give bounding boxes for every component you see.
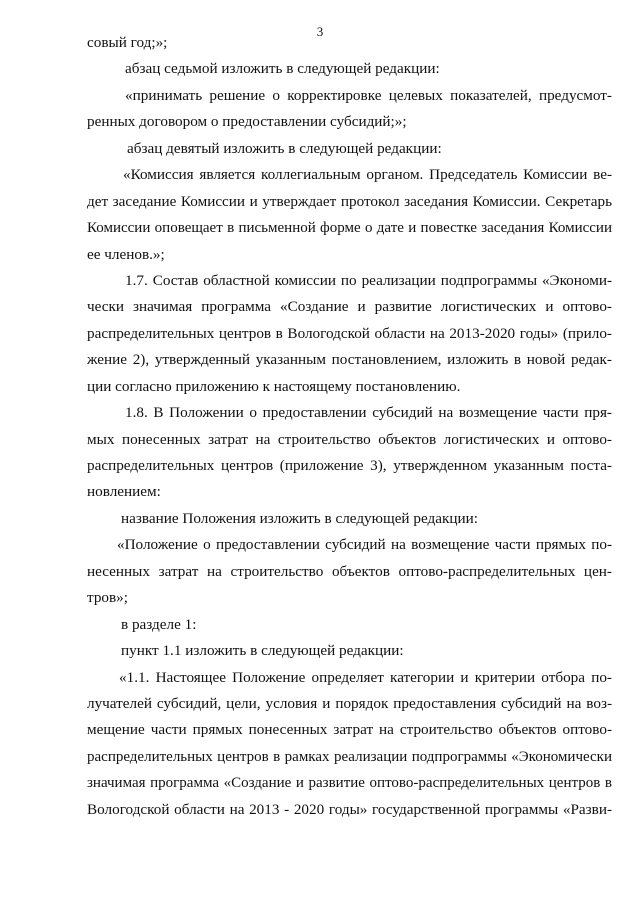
text-line: распределительных центров в рамках реализации подпрограммы «Экономически [87,748,612,765]
text-line: совый год;»; [87,34,168,51]
text-line: значимая программа «Создание и развитие оптово-распределительных центров в [87,775,612,792]
text-line: ее членов.»; [87,245,165,263]
text-line: распределительных центров (приложение 3), утвержденном указанным поста- [87,457,612,474]
text-line: лучателей субсидий, цели, условия и порядок предоставления субсидий на воз- [87,694,612,712]
text-line: абзац седьмой изложить в следующей редакции: [125,60,440,78]
text-line: мещение части прямых понесенных затрат на строительство объектов оптово- [87,721,612,739]
text-line: Комиссии оповещает в письменной форме о дате и повестке заседания Комиссии [87,220,612,237]
text-line: «1.1. Настоящее Положение определяет категории и критерии отбора по- [119,668,612,686]
text-line: ренных договором о предоставлении субсидий;»; [87,113,407,131]
text-line: чески значимая программа «Создание и развитие логистических и оптово- [87,298,612,316]
text-line: Вологодской области на 2013 - 2020 годы» государственной программы «Разви- [87,800,612,818]
text-line: жение 2), утвержденный указанным постановлением, изложить в новой редак- [87,351,612,369]
text-line: название Положения изложить в следующей редакции: [121,509,478,527]
text-line: 1.8. В Положении о предоставлении субсидий на возмещение части пря- [125,404,612,422]
text-line: мых понесенных затрат на строительство объектов логистических и оптово- [87,430,612,448]
text-line: «Положение о предоставлении субсидий на возмещение части прямых по- [117,536,612,554]
text-line: в разделе 1: [121,615,197,633]
text-line: новлением: [87,483,161,501]
text-line: «Комиссия является коллегиальным органом. Председатель Комиссии ве- [123,166,612,184]
document-body [87,30,612,823]
text-line: ции согласно приложению к настоящему постановлению. [87,377,461,395]
text-line: абзац девятый изложить в следующей редакции: [127,139,442,157]
text-line: дет заседание Комиссии и утверждает протокол заседания Комиссии. Секретарь [87,192,612,210]
text-line: распределительных центров в Вологодской области на 2013-2020 годы» (прило- [87,324,612,342]
text-line: 1.7. Состав областной комиссии по реализации подпрограммы «Экономи- [125,271,612,289]
text-line: пункт 1.1 изложить в следующей редакции: [121,642,404,660]
text-line: тров»; [87,589,128,607]
text-line: «принимать решение о корректировке целевых показателей, предусмот- [125,86,612,104]
page-number: 3 [316,24,324,39]
text-line: несенных затрат на строительство объектов оптово-распределительных цен- [87,562,612,580]
